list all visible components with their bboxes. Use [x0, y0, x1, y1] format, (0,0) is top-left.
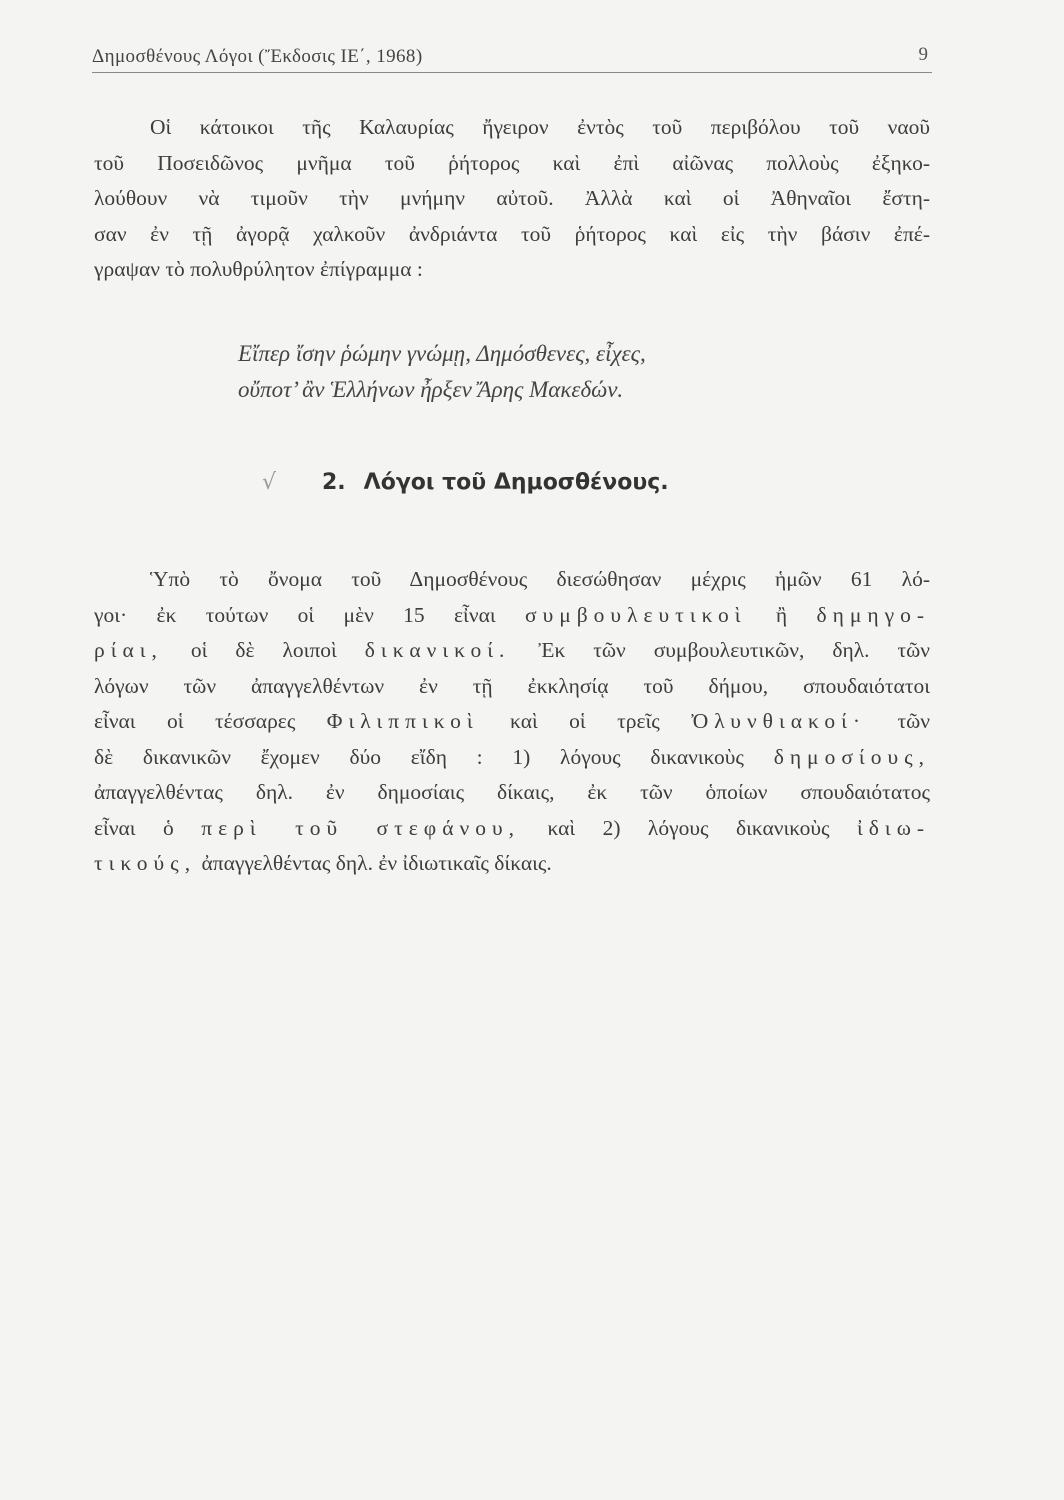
text-line: εἶναι ὁ περὶ τοῦ στεφάνου, καὶ 2) λόγους δικανικοὺς ἰδιω- — [94, 815, 931, 840]
header-title: Δημοσθένους Λόγοι (Ἔκδοσις ΙΕ΄, 1968) — [92, 46, 423, 67]
check-mark-icon: √ — [262, 470, 277, 495]
text-line: λόγων τῶν ἀπαγγελθέντων ἐν τῇ ἐκκλησίᾳ τοῦ δήμου, σπουδαιότατοι — [94, 673, 930, 698]
term-philippikoi: Φιλιππικοὶ — [326, 709, 479, 733]
term-olynthiakoi: Ὀλυνθιακοί· — [691, 709, 867, 733]
epigram-line: οὔποτ’ ἂν Ἑλλήνων ἦρξεν Ἄρης Μακεδών. — [238, 377, 624, 402]
paragraph-kalauria — [94, 110, 930, 288]
text-line: Οἱ κάτοικοι τῆς Καλαυρίας ἤγειρον ἐντὸς τοῦ περιβόλου τοῦ ναοῦ — [150, 115, 930, 139]
term-idiotikous: ἰδιω- — [857, 815, 931, 840]
text-line: τικούς, ἀπαγγελθέντας δηλ. ἐν ἰδιωτικαῖς δίκαις. — [94, 851, 552, 875]
text-line: ρίαι, οἱ δὲ λοιποὶ δικανικοί. Ἐκ τῶν συμβουλευτικῶν, δηλ. τῶν — [94, 638, 930, 662]
text-line: Ὑπὸ τὸ ὄνομα τοῦ Δημοσθένους διεσώθησαν μέχρις ἡμῶν 61 λό- — [150, 567, 930, 591]
page-number: 9 — [918, 44, 928, 65]
term-dikanikoi: δικανικοί. — [364, 638, 511, 662]
text-line: γραψαν τὸ πολυθρύλητον ἐπίγραμμα : — [94, 257, 423, 281]
term-symbouleutikoi: συμβουλευτικοὶ — [524, 602, 747, 627]
paragraph-speeches — [94, 562, 930, 882]
running-header — [92, 40, 932, 73]
text-line: γοι· ἐκ τούτων οἱ μὲν 15 εἶναι συμβουλευτικοὶ ἢ δημηγο- — [94, 602, 931, 627]
section-number: 2. — [322, 470, 346, 495]
epigram-line: Εἴπερ ἴσην ῥώμην γνώμῃ, Δημόσθενες, εἶχες, — [238, 341, 646, 366]
text-line: ἀπαγγελθέντας δηλ. ἐν δημοσίαις δίκαις, ἐκ τῶν ὁποίων σπουδαιότατος — [94, 780, 930, 804]
text-line: δὲ δικανικῶν ἔχομεν δύο εἴδη : 1) λόγους δικανικοὺς δημοσίους, — [94, 744, 930, 769]
text-line: σαν ἐν τῇ ἀγορᾷ χαλκοῦν ἀνδριάντα τοῦ ῥήτορος καὶ εἰς τὴν βάσιν ἐπέ- — [94, 221, 930, 246]
text-line: λούθουν νὰ τιμοῦν τὴν μνήμην αὐτοῦ. Ἀλλὰ καὶ οἱ Ἀθηναῖοι ἔστη- — [94, 186, 930, 210]
section-title: Λόγοι τοῦ Δημοσθένους. — [363, 470, 669, 495]
text-line: τοῦ Ποσειδῶνος μνῆμα τοῦ ῥήτορος καὶ ἐπὶ αἰῶνας πολλοὺς ἐξηκο- — [94, 150, 930, 175]
text-line: εἶναι οἱ τέσσαρες Φιλιππικοὶ καὶ οἱ τρεῖς Ὀλυνθιακοί· τῶν — [94, 709, 930, 733]
epigram — [238, 336, 646, 408]
section-heading — [322, 470, 669, 495]
term-demosious: δημοσίους, — [773, 744, 930, 769]
term-peri-tou-stephanou: περὶ τοῦ στεφάνου, — [201, 815, 520, 840]
term-demegoriai: δημηγο- — [816, 602, 931, 627]
